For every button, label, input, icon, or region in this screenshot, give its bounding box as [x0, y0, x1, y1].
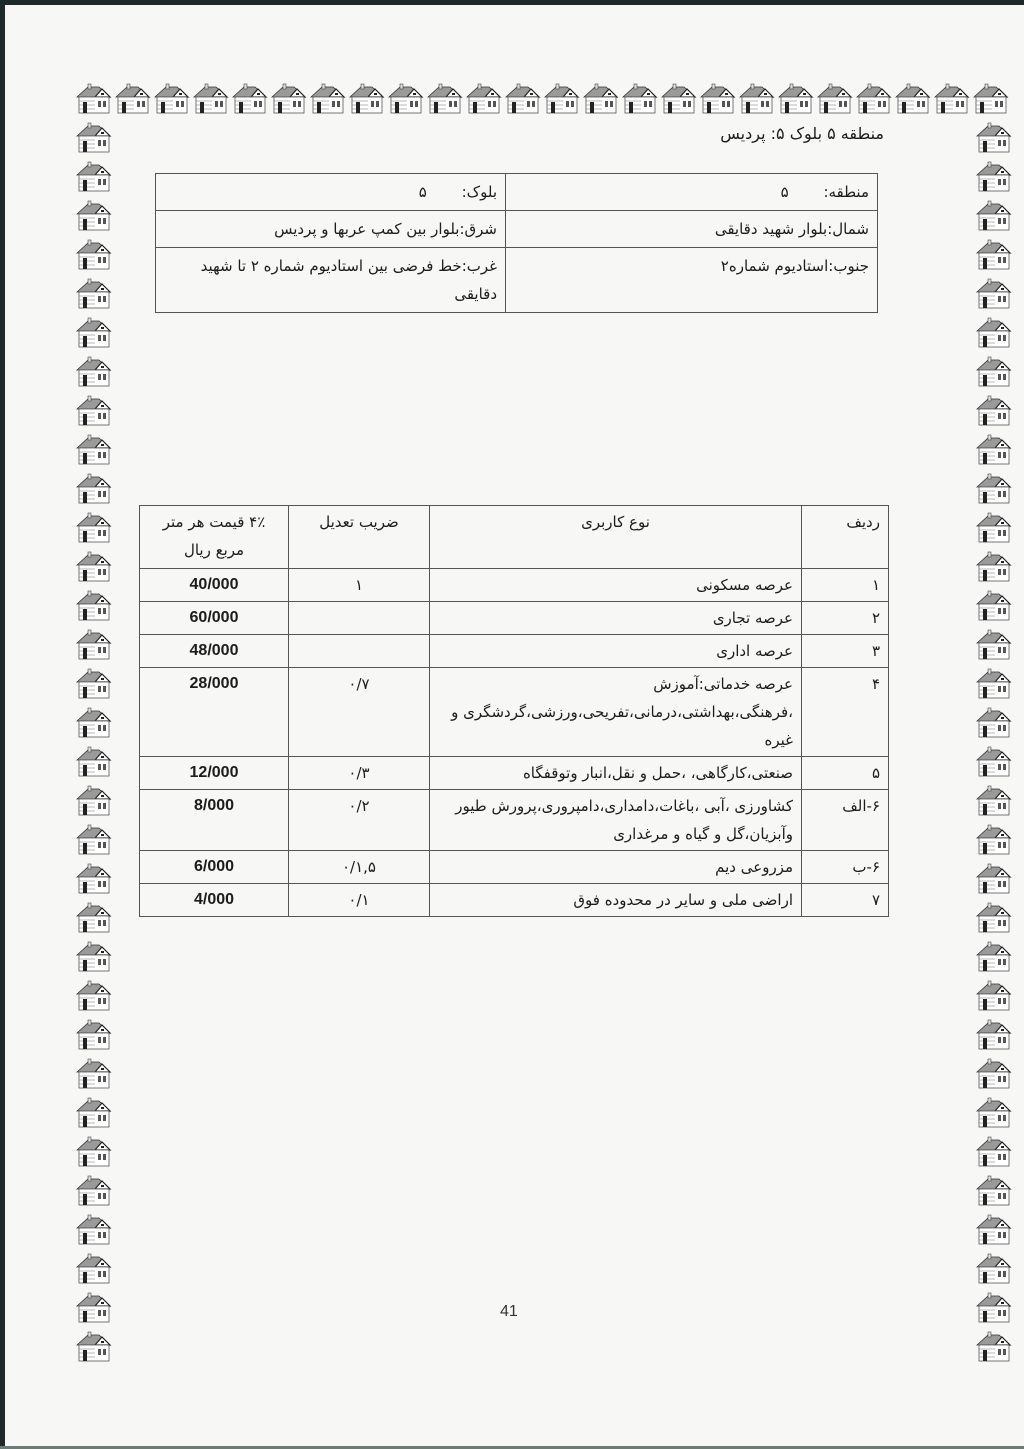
house-icon: [975, 200, 1012, 232]
use-type-cell: عرصه اداری: [430, 635, 802, 668]
house-icon: [975, 629, 1012, 661]
house-icon: [75, 161, 112, 193]
page-number: 41: [500, 1303, 518, 1320]
page-title: منطقه ۵ بلوک ۵: پردیس: [720, 124, 884, 143]
house-icon: [975, 902, 1012, 934]
house-icon: [975, 1097, 1012, 1129]
house-icon: [75, 1136, 112, 1168]
house-icon: [975, 941, 1012, 973]
house-icon: [75, 629, 112, 661]
house-icon: [75, 980, 112, 1012]
house-icon: [975, 122, 1012, 154]
coefficient-cell: [289, 602, 430, 635]
use-type-cell: کشاورزی ،آبی ،باغات،دامداری،دامپروری،پرورش طیور وآبزیان،گل و گیاه و مرغداری: [430, 790, 802, 851]
row-number-cell: ۲: [802, 602, 889, 635]
house-icon: [975, 1136, 1012, 1168]
house-icon: [660, 83, 697, 115]
house-icon: [75, 668, 112, 700]
table-row: [140, 668, 889, 757]
house-icon: [75, 395, 112, 427]
coefficient-cell: ۰/۲: [289, 790, 430, 851]
house-icon: [75, 902, 112, 934]
coefficient-cell: ۰/۳: [289, 757, 430, 790]
house-icon: [270, 83, 307, 115]
table-row: [140, 602, 889, 635]
use-type-cell: صنعتی،کارگاهی، ،حمل و نقل،انبار وتوقفگاه: [430, 757, 802, 790]
coefficient-cell: ۰/۱,۵: [289, 851, 430, 884]
house-icon: [75, 512, 112, 544]
house-icon: [75, 317, 112, 349]
info-row-north-east: [156, 211, 878, 248]
use-type-cell: اراضی ملی و سایر در محدوده فوق: [430, 884, 802, 917]
house-icon: [75, 1331, 112, 1363]
house-icon: [975, 707, 1012, 739]
info-row-south-west: [156, 248, 878, 313]
house-icon: [975, 980, 1012, 1012]
coefficient-cell: ۰/۷: [289, 668, 430, 757]
house-icon: [543, 83, 580, 115]
table-row: [140, 790, 889, 851]
house-icon: [738, 83, 775, 115]
house-icon: [975, 512, 1012, 544]
house-icon: [75, 122, 112, 154]
house-icon: [387, 83, 424, 115]
house-icon: [975, 590, 1012, 622]
header-row-number: ردیف: [802, 506, 889, 569]
house-icon: [975, 1253, 1012, 1285]
header-price: ۴٪ قیمت هر متر مربع ریال: [140, 506, 289, 569]
house-icon: [621, 83, 658, 115]
price-cell: 40/000: [140, 569, 289, 602]
house-icon: [777, 83, 814, 115]
house-icon: [231, 83, 268, 115]
coefficient-cell: [289, 635, 430, 668]
house-icon: [75, 200, 112, 232]
house-icon: [75, 1253, 112, 1285]
house-icon: [975, 317, 1012, 349]
boundary-info-table: [155, 173, 878, 313]
scan-edge-left: [0, 0, 5, 1449]
house-icon: [75, 707, 112, 739]
price-cell: 12/000: [140, 757, 289, 790]
house-icon: [153, 83, 190, 115]
house-icon: [75, 473, 112, 505]
block-value: ۵: [418, 183, 427, 201]
use-type-cell: عرصه تجاری: [430, 602, 802, 635]
price-cell: 6/000: [140, 851, 289, 884]
house-icon: [975, 668, 1012, 700]
scan-edge-top: [0, 0, 1024, 5]
use-type-cell: مزروعی دیم: [430, 851, 802, 884]
use-type-cell: عرصه خدماتی:آموزش ،فرهنگی،بهداشتی،درمانی،تفریحی،ورزشی،گردشگری و غیره: [430, 668, 802, 757]
region-value: ۵: [780, 183, 789, 201]
row-number-cell: ۴: [802, 668, 889, 757]
table-row: [140, 851, 889, 884]
house-icon: [975, 239, 1012, 271]
house-icon: [75, 824, 112, 856]
east-boundary: شرق:بلوار بین کمپ عربها و پردیس: [156, 211, 506, 248]
house-icon: [309, 83, 346, 115]
table-row: [140, 884, 889, 917]
south-boundary: جنوب:استادیوم شماره۲: [506, 248, 878, 313]
house-icon: [75, 1292, 112, 1324]
north-boundary: شمال:بلوار شهید دقایقی: [506, 211, 878, 248]
house-border-right: [975, 122, 1012, 1370]
house-icon: [855, 83, 892, 115]
house-icon: [75, 1058, 112, 1090]
house-icon: [699, 83, 736, 115]
table-row: [140, 757, 889, 790]
coefficient-cell: ۰/۱: [289, 884, 430, 917]
house-icon: [75, 551, 112, 583]
use-type-cell: عرصه مسکونی: [430, 569, 802, 602]
house-border-top: [75, 83, 1011, 115]
house-icon: [75, 863, 112, 895]
row-number-cell: ۶-الف: [802, 790, 889, 851]
coefficient-cell: ۱: [289, 569, 430, 602]
block-label: بلوک:: [461, 183, 497, 201]
table-row: [140, 569, 889, 602]
house-icon: [75, 278, 112, 310]
house-icon: [975, 278, 1012, 310]
house-icon: [975, 356, 1012, 388]
row-number-cell: ۱: [802, 569, 889, 602]
house-icon: [975, 863, 1012, 895]
house-icon: [975, 1175, 1012, 1207]
house-icon: [975, 1214, 1012, 1246]
house-icon: [975, 1019, 1012, 1051]
house-icon: [975, 785, 1012, 817]
price-cell: 48/000: [140, 635, 289, 668]
house-icon: [972, 83, 1009, 115]
house-icon: [75, 1019, 112, 1051]
house-icon: [192, 83, 229, 115]
table-header-row: [140, 506, 889, 569]
house-icon: [582, 83, 619, 115]
house-icon: [75, 434, 112, 466]
row-number-cell: ۷: [802, 884, 889, 917]
info-row-region-block: [156, 174, 878, 211]
house-icon: [975, 395, 1012, 427]
house-icon: [75, 356, 112, 388]
house-border-left: [75, 122, 112, 1370]
house-icon: [975, 1331, 1012, 1363]
house-icon: [348, 83, 385, 115]
west-boundary: غرب:خط فرضی بین استادیوم شماره ۲ تا شهید دقایقی: [156, 248, 506, 313]
house-icon: [504, 83, 541, 115]
house-icon: [75, 941, 112, 973]
row-number-cell: ۵: [802, 757, 889, 790]
price-cell: 28/000: [140, 668, 289, 757]
house-icon: [465, 83, 502, 115]
house-icon: [75, 746, 112, 778]
region-cell: [506, 174, 878, 211]
house-icon: [975, 551, 1012, 583]
house-icon: [75, 785, 112, 817]
house-icon: [894, 83, 931, 115]
table-row: [140, 635, 889, 668]
house-icon: [975, 473, 1012, 505]
house-icon: [975, 434, 1012, 466]
house-icon: [816, 83, 853, 115]
house-icon: [975, 161, 1012, 193]
house-icon: [975, 746, 1012, 778]
row-number-cell: ۶-ب: [802, 851, 889, 884]
house-icon: [975, 1292, 1012, 1324]
land-use-price-table: [139, 505, 889, 917]
house-icon: [75, 239, 112, 271]
region-label: منطقه:: [823, 183, 869, 201]
header-use-type: نوع کاربری: [430, 506, 802, 569]
price-cell: 60/000: [140, 602, 289, 635]
block-cell: [156, 174, 506, 211]
header-coefficient: ضریب تعدیل: [289, 506, 430, 569]
price-cell: 8/000: [140, 790, 289, 851]
house-icon: [75, 1097, 112, 1129]
house-icon: [933, 83, 970, 115]
house-icon: [75, 83, 112, 115]
house-icon: [114, 83, 151, 115]
house-icon: [75, 1175, 112, 1207]
house-icon: [75, 1214, 112, 1246]
house-icon: [975, 1058, 1012, 1090]
house-icon: [75, 590, 112, 622]
row-number-cell: ۳: [802, 635, 889, 668]
price-cell: 4/000: [140, 884, 289, 917]
house-icon: [975, 824, 1012, 856]
house-icon: [426, 83, 463, 115]
